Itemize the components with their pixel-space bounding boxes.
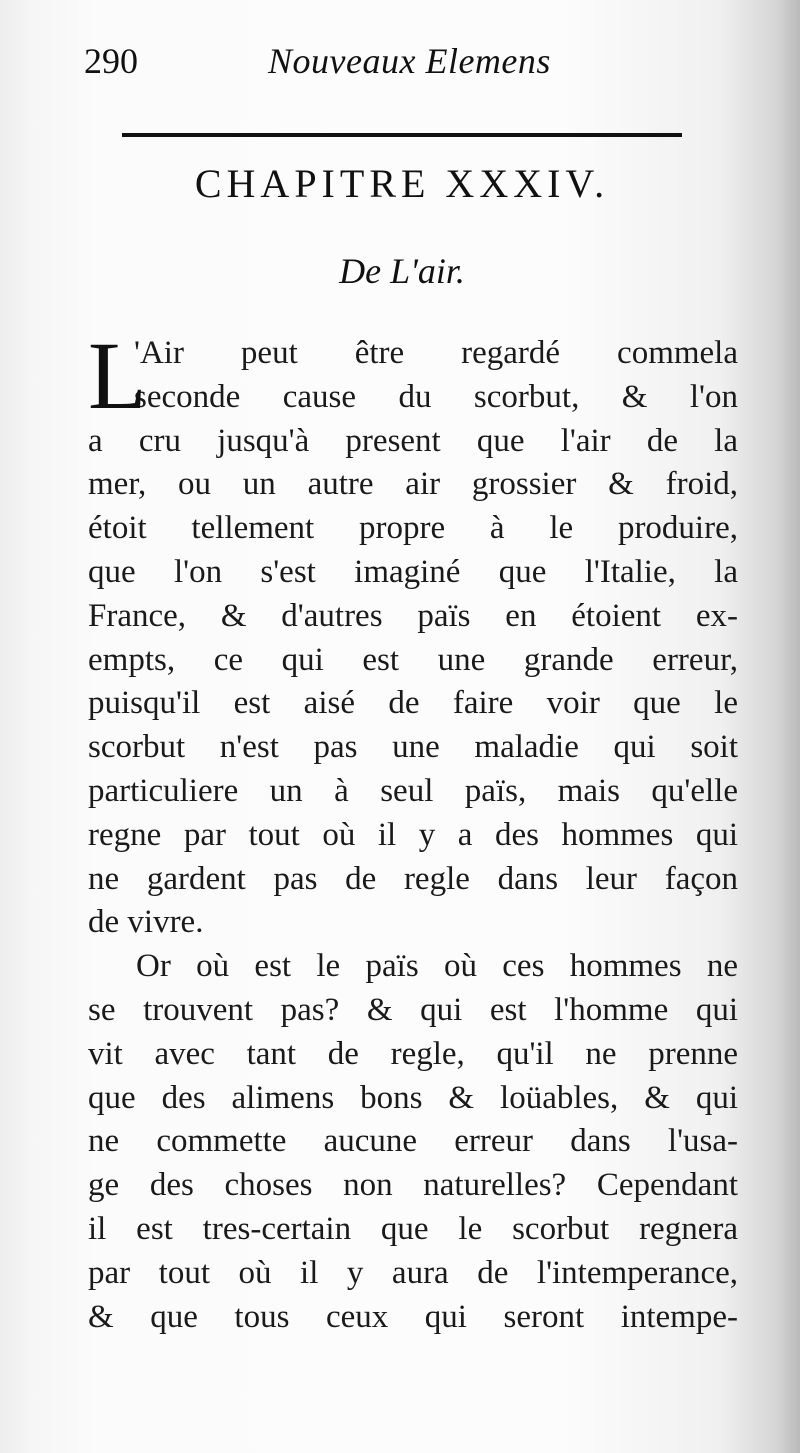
- text-line: regne par tout où il y a des hommes qui: [88, 816, 738, 853]
- text-line: se trouvent pas? & qui est l'homme qui: [88, 991, 738, 1028]
- text-line: scorbut n'est pas une maladie qui soit: [88, 729, 738, 766]
- text-line: que des alimens bons & loüables, & qui: [88, 1079, 738, 1116]
- text-line: étoit tellement propre à le produire,: [88, 510, 738, 547]
- text-line: & que tous ceux qui seront intempe-: [88, 1298, 738, 1335]
- text-line: ne gardent pas de regle dans leur façon: [88, 860, 738, 897]
- text-line: il est tres-certain que le scorbut regnera: [88, 1210, 738, 1247]
- text-line: 'Air peut être regardé commela: [134, 335, 738, 371]
- body-text: [88, 322, 738, 1339]
- section-title: De L'air.: [339, 251, 465, 291]
- text-line: empts, ce qui est une grande erreur,: [88, 641, 738, 678]
- header-rule: [122, 133, 682, 137]
- text-line: que l'on s'est imaginé que l'Italie, la: [88, 553, 738, 590]
- text-line: ne commette aucune erreur dans l'usa-: [88, 1123, 738, 1160]
- paragraph-2: [88, 945, 738, 1339]
- text-line: par tout où il y aura de l'intemperance,: [88, 1254, 738, 1291]
- drop-cap: L: [88, 322, 147, 429]
- chapter-title: CHAPITRE XXXIV.: [194, 161, 610, 206]
- text-line: Or où est le païs où ces hommes ne: [136, 948, 738, 985]
- text-line: puisqu'il est aisé de faire voir que le: [88, 685, 738, 722]
- page-number: 290: [84, 41, 138, 81]
- paragraph-1: [88, 322, 738, 945]
- running-head: Nouveaux Elemens: [268, 41, 551, 81]
- text-line: particuliere un à seul païs, mais qu'elle: [88, 772, 738, 809]
- text-line: vit avec tant de regle, qu'il ne prenne: [88, 1035, 738, 1072]
- text-line: a cru jusqu'à present que l'air de la: [88, 422, 738, 459]
- page-header: [84, 40, 684, 90]
- text-line: France, & d'autres païs en étoient ex-: [88, 597, 738, 634]
- text-line: mer, ou un autre air grossier & froid,: [88, 466, 738, 503]
- text-line: ge des choses non naturelles? Cependant: [88, 1167, 738, 1204]
- text-line: seconde cause du scorbut, & l'on: [134, 378, 738, 415]
- text-line: de vivre.: [88, 904, 204, 941]
